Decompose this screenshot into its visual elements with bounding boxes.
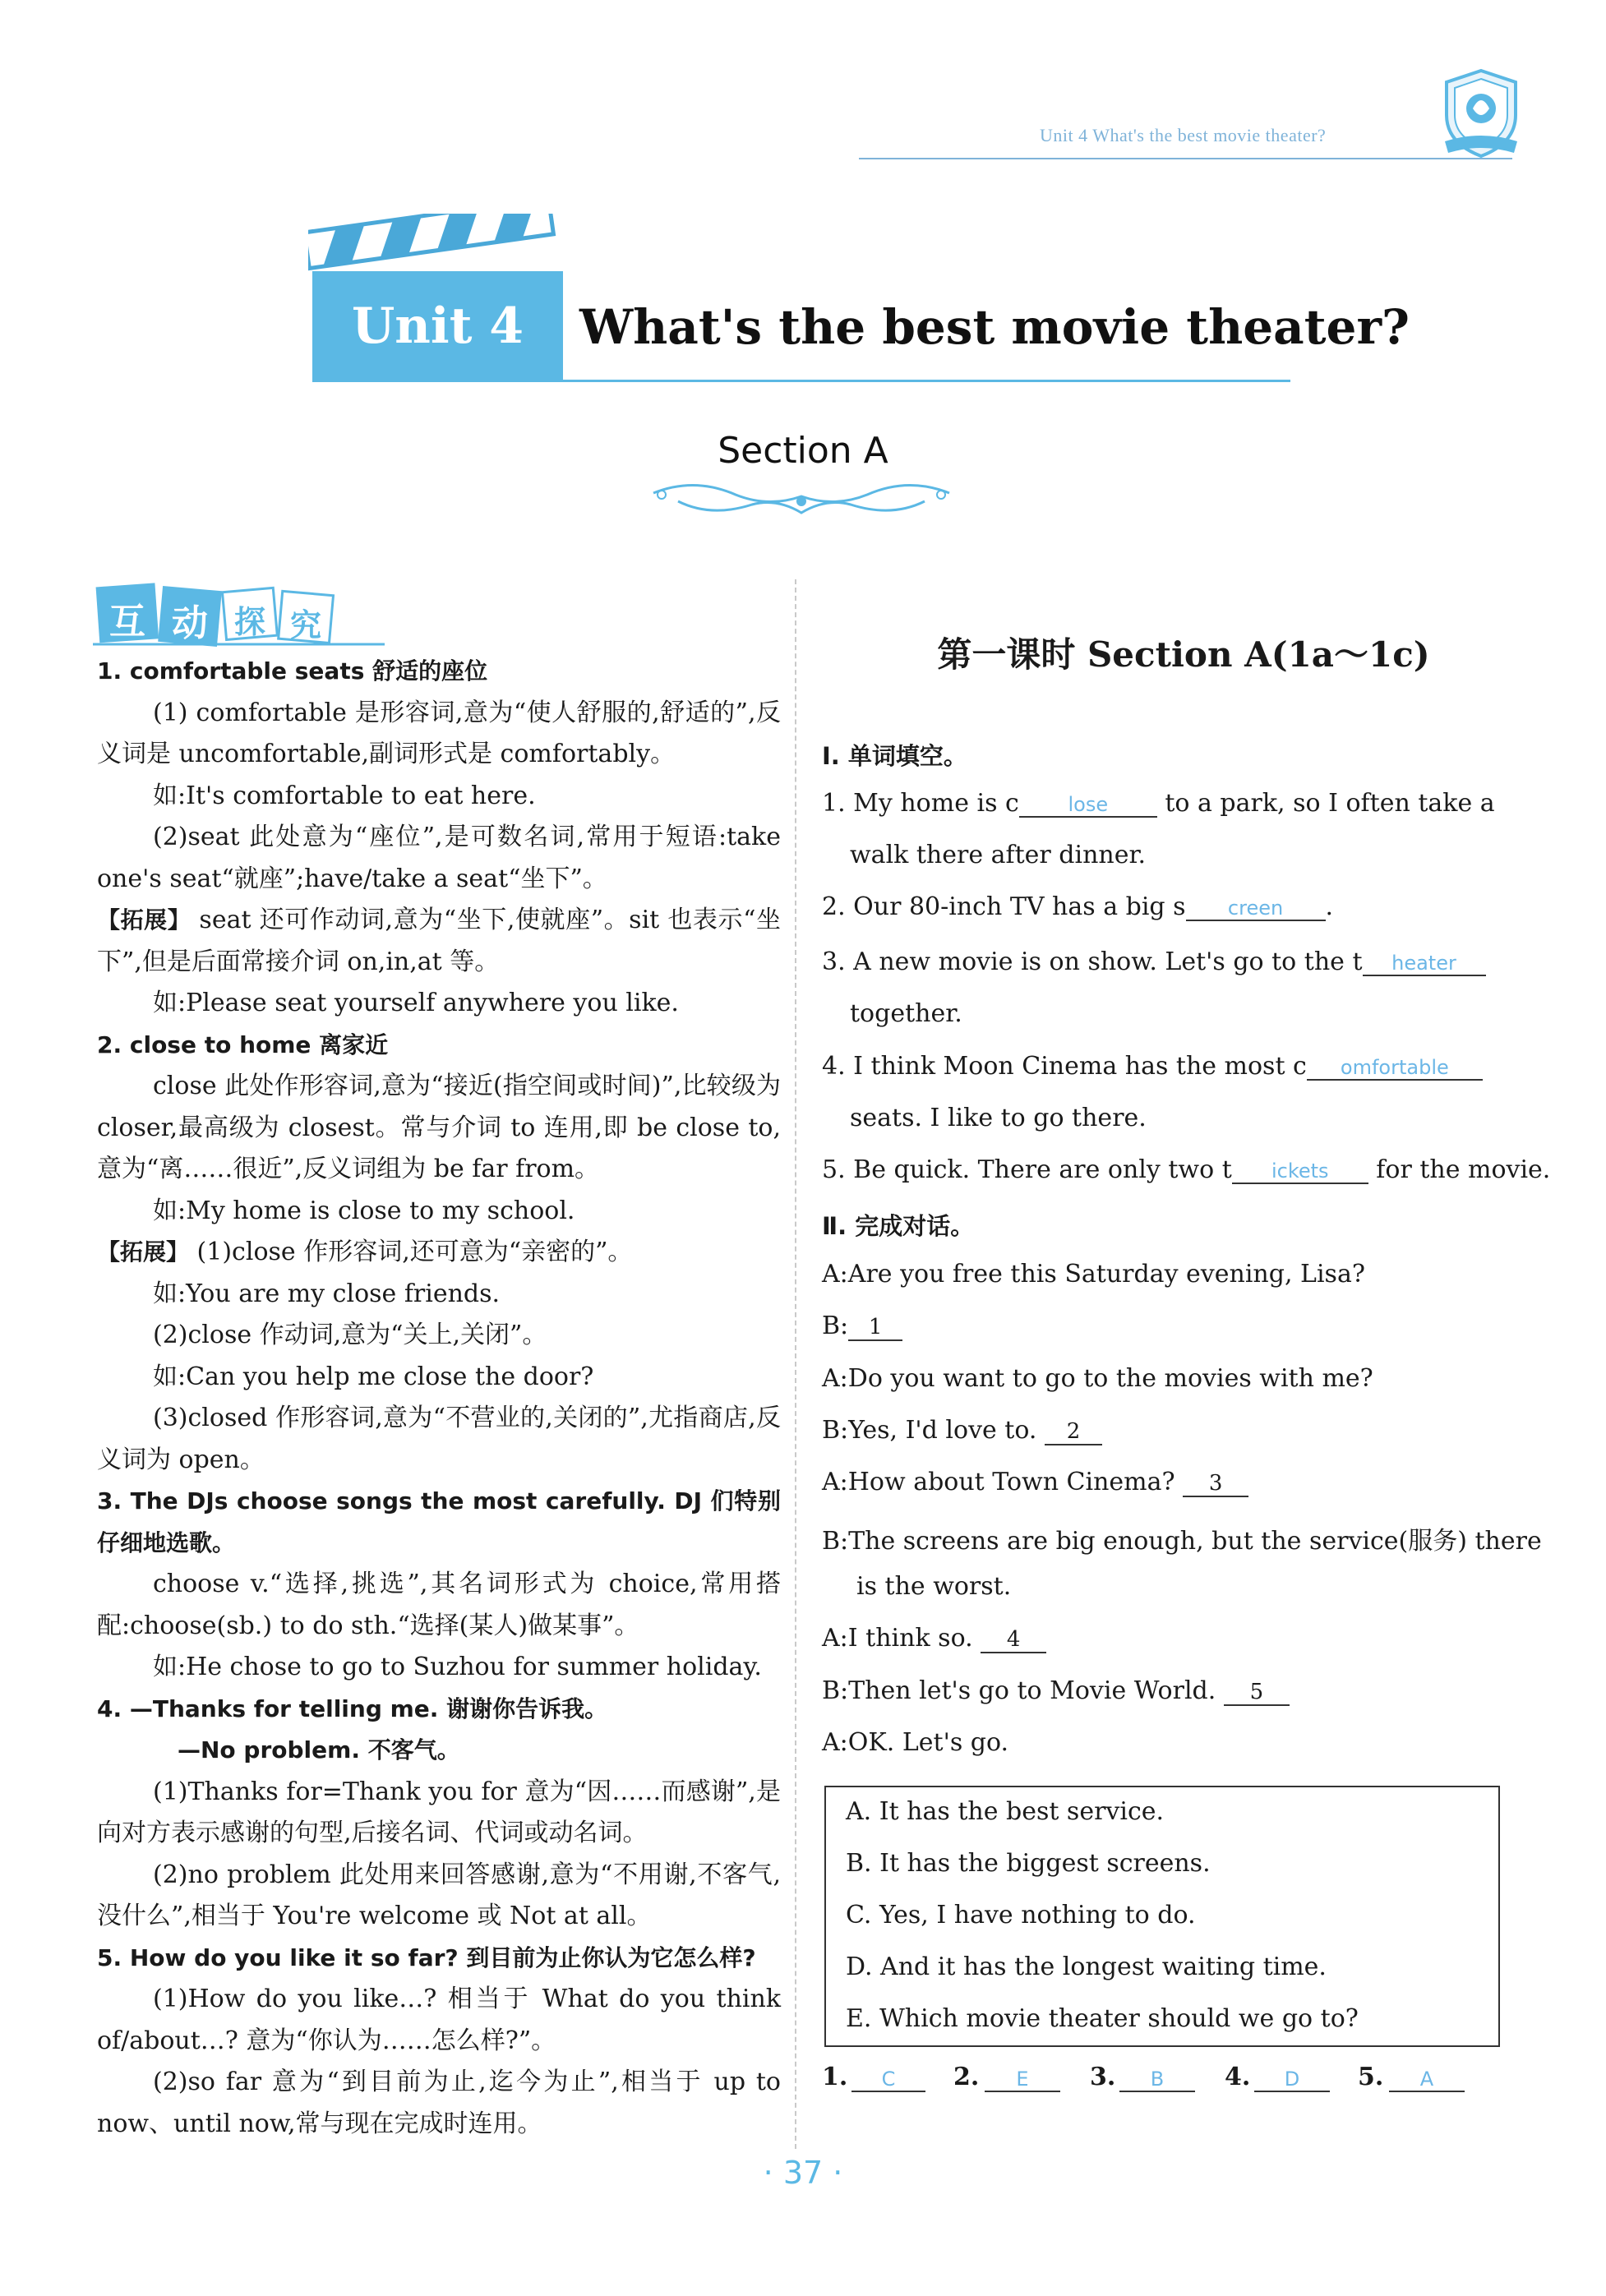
answer-number: 4. bbox=[1225, 2063, 1251, 2091]
banner-char: 动 bbox=[172, 602, 208, 644]
dialogue-line bbox=[822, 1312, 1512, 1341]
answer-blank: lose bbox=[1019, 793, 1157, 818]
extension-tag: 【拓展】 bbox=[97, 906, 192, 934]
dialogue-text: A:I think so. bbox=[822, 1624, 973, 1653]
dialogue-line: is the worst. bbox=[856, 1572, 1012, 1601]
example-sentence: 如:Can you help me close the door? bbox=[153, 1362, 594, 1391]
dialogue-text: B:Then let's go to Movie World. bbox=[822, 1676, 1216, 1705]
explanation-text: choose v.“选择,挑选”,其名词形式为 choice,常用搭配:choose(sb.) to do sth.“选择(某人)做某事”。 bbox=[97, 1570, 781, 1640]
option-item: C. Yes, I have nothing to do. bbox=[846, 1901, 1196, 1929]
answer-blank: omfortable bbox=[1307, 1056, 1483, 1081]
question-text: 4. I think Moon Cinema has the most c bbox=[822, 1052, 1307, 1081]
page-number: · 37 · bbox=[763, 2155, 843, 2191]
option-item: D. And it has the longest waiting time. bbox=[846, 1953, 1327, 1981]
question-text: 2. Our 80-inch TV has a big s bbox=[822, 892, 1186, 921]
lesson-title: 第一课时 Section A(1a～1c) bbox=[937, 634, 1430, 675]
dialogue-line: B:The screens are big enough, but the service(服务) there bbox=[822, 1527, 1542, 1556]
explanation-text: (2)seat 此处意为“座位”,是可数名词,常用于短语:take one's seat“就座”;have/take a seat“坐下”。 bbox=[97, 823, 781, 893]
point-heading: 4. —Thanks for telling me. 谢谢你告诉我。 bbox=[97, 1694, 608, 1722]
answer-blank: D bbox=[1254, 2068, 1330, 2092]
option-item: B. It has the biggest screens. bbox=[846, 1849, 1211, 1878]
unit-label: Unit 4 bbox=[351, 297, 524, 355]
extension-note bbox=[97, 900, 781, 983]
title-rule bbox=[312, 380, 1290, 382]
fill-question bbox=[822, 892, 1512, 921]
answer-blank: C bbox=[851, 2068, 925, 2092]
explanation-text: (1) comfortable 是形容词,意为“使人舒服的,舒适的”,反义词是 uncomfortable,副词形式是 comfortably。 bbox=[97, 698, 781, 768]
dialogue-line: A:Do you want to go to the movies with me? bbox=[822, 1364, 1373, 1393]
example-sentence: 如:He chose to go to Suzhou for summer holiday. bbox=[153, 1653, 762, 1681]
example-sentence: 如:It's comfortable to eat here. bbox=[153, 781, 536, 810]
banner-char: 互 bbox=[109, 601, 145, 643]
ornament-icon bbox=[645, 477, 958, 523]
blank-number: 3 bbox=[1183, 1471, 1248, 1497]
explanation-text: (2)so far 意为“到目前为止,迄今为止”,相当于 up to now、until now,常与现在完成时连用。 bbox=[97, 2068, 781, 2138]
blank-number: 5 bbox=[1224, 1680, 1290, 1706]
banner-char: 究 bbox=[290, 606, 322, 643]
question-text: 1. My home is c bbox=[822, 789, 1019, 818]
example-sentence: 如:You are my close friends. bbox=[153, 1279, 501, 1308]
example-sentence: 如:My home is close to my school. bbox=[153, 1196, 575, 1225]
explanation-text: close 此处作形容词,意为“接近(指空间或时间)”,比较级为 closer,最高级为 closest。常与介词 to 连用,即 be close to,意为“离……很近”,反义词组为 be far from。 bbox=[97, 1072, 781, 1183]
question-text: together. bbox=[850, 999, 962, 1028]
dialogue-line bbox=[822, 1468, 1512, 1497]
fill-question bbox=[822, 947, 1512, 976]
running-head: Unit 4 What's the best movie theater? bbox=[1040, 125, 1327, 145]
answer-number: 2. bbox=[953, 2063, 980, 2091]
fill-question bbox=[822, 1052, 1512, 1081]
question-text: . bbox=[1325, 892, 1334, 921]
explanation-text: (1)Thanks for=Thank you for 意为“因……而感谢”,是向对方表示感谢的句型,后接名词、代词或动名词。 bbox=[97, 1777, 781, 1847]
blank-number: 4 bbox=[981, 1627, 1046, 1653]
dialogue-line: A:OK. Let's go. bbox=[822, 1728, 1009, 1757]
example-sentence: 如:Please seat yourself anywhere you like. bbox=[153, 989, 679, 1017]
unit-title: What's the best movie theater? bbox=[579, 299, 1410, 355]
dialogue-text: A:How about Town Cinema? bbox=[822, 1468, 1175, 1496]
explanation-text: (1)close 作形容词,还可意为“亲密的”。 bbox=[189, 1238, 633, 1266]
question-text: seats. I like to go there. bbox=[850, 1104, 1147, 1132]
banner-char: 探 bbox=[234, 603, 266, 640]
point-heading: 2. close to home 离家近 bbox=[97, 1030, 389, 1058]
answer-blank: B bbox=[1119, 2068, 1195, 2092]
column-divider bbox=[795, 579, 796, 2149]
option-item: A. It has the best service. bbox=[846, 1797, 1165, 1826]
dialogue-text: B:Yes, I'd love to. bbox=[822, 1416, 1037, 1445]
explanation-text: seat 还可作动词,意为“坐下,使就座”。sit 也表示“坐下”,但是后面常接介词 on,in,at 等。 bbox=[97, 906, 781, 976]
option-item: E. Which movie theater should we go to? bbox=[846, 2004, 1359, 2033]
point-heading: 5. How do you like it so far? 到目前为止你认为它怎么样? bbox=[97, 1943, 756, 1971]
blank-number: 2 bbox=[1045, 1419, 1102, 1445]
interactive-explore-banner bbox=[93, 582, 389, 648]
answer-blank: ickets bbox=[1232, 1160, 1368, 1184]
part-title: Ⅰ. 单词填空。 bbox=[822, 742, 967, 770]
explanation-column bbox=[97, 651, 781, 2145]
answer-number: 5. bbox=[1358, 2063, 1384, 2091]
answer-number: 1. bbox=[822, 2063, 848, 2091]
dialogue-speaker: B: bbox=[822, 1312, 849, 1340]
question-text: walk there after dinner. bbox=[850, 841, 1147, 869]
header-rule bbox=[859, 158, 1512, 159]
answer-blank: heater bbox=[1363, 952, 1486, 976]
extension-note bbox=[97, 1232, 781, 1274]
question-text: to a park, so I often take a bbox=[1156, 789, 1495, 818]
point-heading: —No problem. 不客气。 bbox=[178, 1736, 460, 1763]
explanation-text: (2)no problem 此处用来回答感谢,意为“不用谢,不客气,没什么”,相当于 You're welcome 或 Not at all。 bbox=[97, 1860, 781, 1930]
question-text: 5. Be quick. There are only two t bbox=[822, 1155, 1232, 1184]
part-title: Ⅱ. 完成对话。 bbox=[822, 1212, 975, 1240]
dialogue-line bbox=[822, 1416, 1512, 1445]
question-text: for the movie. bbox=[1368, 1155, 1551, 1184]
fill-question bbox=[822, 1155, 1551, 1184]
point-heading: 1. comfortable seats 舒适的座位 bbox=[97, 657, 488, 685]
blank-number: 1 bbox=[848, 1315, 902, 1341]
dialogue-line bbox=[822, 1676, 1512, 1706]
dialogue-line bbox=[822, 1624, 1512, 1653]
explanation-text: (2)close 作动词,意为“关上,关闭”。 bbox=[153, 1321, 547, 1349]
options-box bbox=[824, 1786, 1500, 2047]
answer-blank: E bbox=[985, 2068, 1060, 2092]
answer-blank: A bbox=[1389, 2068, 1465, 2092]
explanation-text: (1)How do you like…? 相当于 What do you think of/about…? 意为“你认为……怎么样?”。 bbox=[97, 1985, 781, 2055]
section-heading: Section A bbox=[718, 430, 888, 472]
answer-blank: creen bbox=[1186, 897, 1326, 921]
question-text: 3. A new movie is on show. Let's go to the t bbox=[822, 947, 1363, 976]
answer-number: 3. bbox=[1090, 2063, 1116, 2091]
explanation-text: (3)closed 作形容词,意为“不营业的,关闭的”,尤指商店,反义词为 open。 bbox=[97, 1404, 781, 1474]
extension-tag: 【拓展】 bbox=[97, 1238, 190, 1266]
fill-question bbox=[822, 789, 1512, 818]
shield-badge-icon bbox=[1440, 67, 1522, 159]
dialogue-line: A:Are you free this Saturday evening, Lisa? bbox=[822, 1260, 1365, 1289]
point-heading: 3. The DJs choose songs the most carefully. DJ 们特别仔细地选歌。 bbox=[97, 1487, 781, 1556]
